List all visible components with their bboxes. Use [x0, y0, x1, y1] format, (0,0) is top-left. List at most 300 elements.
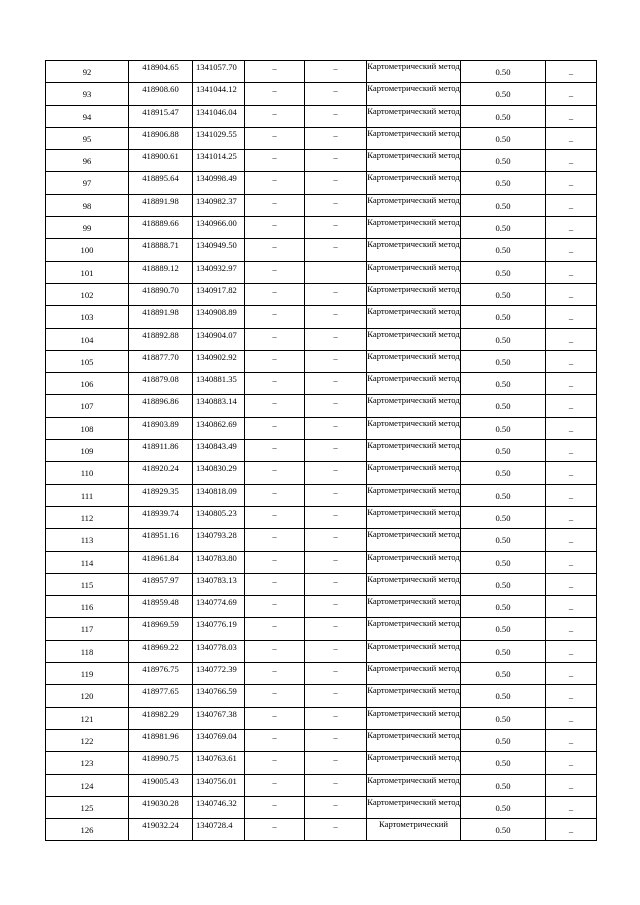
dash-cell: –	[546, 707, 597, 729]
y-coordinate-cell: 1340783.80	[193, 551, 245, 573]
accuracy-cell: 0.50	[461, 283, 546, 305]
point-number-cell: 118	[46, 640, 129, 662]
method-cell: Картометрический метод	[367, 729, 461, 751]
dash-cell: –	[546, 239, 597, 261]
accuracy-cell: 0.50	[461, 395, 546, 417]
method-cell: Картометрический метод	[367, 417, 461, 439]
table-row	[46, 774, 597, 796]
method-cell: Картометрический метод	[367, 217, 461, 239]
dash-cell: –	[305, 127, 367, 149]
accuracy-cell: 0.50	[461, 729, 546, 751]
method-cell: Картометрический метод	[367, 596, 461, 618]
x-coordinate-cell: 418889.12	[129, 261, 193, 283]
x-coordinate-cell: 419032.24	[129, 819, 193, 841]
y-coordinate-cell: 1340769.04	[193, 729, 245, 751]
accuracy-cell: 0.50	[461, 663, 546, 685]
y-coordinate-cell: 1340883.14	[193, 395, 245, 417]
table-row	[46, 306, 597, 328]
y-coordinate-cell: 1340843.49	[193, 440, 245, 462]
x-coordinate-cell: 418990.75	[129, 752, 193, 774]
point-number-cell: 103	[46, 306, 129, 328]
point-number-cell: 105	[46, 350, 129, 372]
y-coordinate-cell: 1340776.19	[193, 618, 245, 640]
x-coordinate-cell: 419030.28	[129, 796, 193, 818]
point-number-cell: 126	[46, 819, 129, 841]
x-coordinate-cell: 418877.70	[129, 350, 193, 372]
dash-cell: –	[305, 61, 367, 83]
y-coordinate-cell: 1340982.37	[193, 194, 245, 216]
dash-cell: –	[305, 150, 367, 172]
point-number-cell: 106	[46, 373, 129, 395]
method-cell: Картометрический метод	[367, 573, 461, 595]
table-body	[46, 61, 597, 841]
dash-cell: –	[245, 373, 305, 395]
dash-cell: –	[245, 663, 305, 685]
y-coordinate-cell: 1341046.04	[193, 105, 245, 127]
point-number-cell: 112	[46, 506, 129, 528]
table-row	[46, 150, 597, 172]
dash-cell: –	[305, 194, 367, 216]
dash-cell: –	[245, 529, 305, 551]
dash-cell: –	[245, 194, 305, 216]
point-number-cell: 123	[46, 752, 129, 774]
method-cell: Картометрический метод	[367, 752, 461, 774]
y-coordinate-cell: 1340902.92	[193, 350, 245, 372]
accuracy-cell: 0.50	[461, 440, 546, 462]
y-coordinate-cell: 1340917.82	[193, 283, 245, 305]
y-coordinate-cell: 1340746.32	[193, 796, 245, 818]
accuracy-cell: 0.50	[461, 417, 546, 439]
table-row	[46, 529, 597, 551]
y-coordinate-cell: 1340805.23	[193, 506, 245, 528]
y-coordinate-cell: 1340908.89	[193, 306, 245, 328]
method-cell: Картометрический метод	[367, 350, 461, 372]
dash-cell: –	[305, 729, 367, 751]
y-coordinate-cell: 1340728.4	[193, 819, 245, 841]
y-coordinate-cell: 1340818.09	[193, 484, 245, 506]
point-number-cell: 100	[46, 239, 129, 261]
dash-cell: –	[245, 596, 305, 618]
y-coordinate-cell: 1341014.25	[193, 150, 245, 172]
accuracy-cell: 0.50	[461, 596, 546, 618]
point-number-cell: 95	[46, 127, 129, 149]
accuracy-cell: 0.50	[461, 551, 546, 573]
accuracy-cell: 0.50	[461, 685, 546, 707]
x-coordinate-cell: 418900.61	[129, 150, 193, 172]
method-cell: Картометрический метод	[367, 395, 461, 417]
accuracy-cell: 0.50	[461, 707, 546, 729]
dash-cell: –	[305, 328, 367, 350]
accuracy-cell: 0.50	[461, 774, 546, 796]
point-number-cell: 98	[46, 194, 129, 216]
dash-cell: –	[305, 395, 367, 417]
y-coordinate-cell: 1340756.01	[193, 774, 245, 796]
table-row	[46, 395, 597, 417]
dash-cell: –	[305, 239, 367, 261]
dash-cell: –	[305, 484, 367, 506]
dash-cell: –	[305, 819, 367, 841]
y-coordinate-cell: 1340830.29	[193, 462, 245, 484]
y-coordinate-cell: 1340862.69	[193, 417, 245, 439]
dash-cell: –	[305, 551, 367, 573]
accuracy-cell: 0.50	[461, 506, 546, 528]
dash-cell: –	[245, 752, 305, 774]
method-cell: Картометрический метод	[367, 328, 461, 350]
dash-cell: –	[546, 819, 597, 841]
dash-cell: –	[305, 172, 367, 194]
accuracy-cell: 0.50	[461, 640, 546, 662]
accuracy-cell: 0.50	[461, 618, 546, 640]
dash-cell: –	[245, 440, 305, 462]
accuracy-cell: 0.50	[461, 819, 546, 841]
dash-cell: –	[546, 462, 597, 484]
point-number-cell: 122	[46, 729, 129, 751]
x-coordinate-cell: 418911.86	[129, 440, 193, 462]
accuracy-cell: 0.50	[461, 529, 546, 551]
dash-cell: –	[305, 774, 367, 796]
table-row	[46, 707, 597, 729]
table-row	[46, 640, 597, 662]
x-coordinate-cell: 418906.88	[129, 127, 193, 149]
x-coordinate-cell: 418889.66	[129, 217, 193, 239]
y-coordinate-cell: 1340904.07	[193, 328, 245, 350]
accuracy-cell: 0.50	[461, 350, 546, 372]
x-coordinate-cell: 418920.24	[129, 462, 193, 484]
point-number-cell: 111	[46, 484, 129, 506]
point-number-cell: 125	[46, 796, 129, 818]
dash-cell: –	[546, 796, 597, 818]
dash-cell: –	[546, 640, 597, 662]
y-coordinate-cell: 1340932.97	[193, 261, 245, 283]
dash-cell: –	[245, 618, 305, 640]
dash-cell: –	[546, 61, 597, 83]
x-coordinate-cell: 419005.43	[129, 774, 193, 796]
method-cell: Картометрический метод	[367, 150, 461, 172]
coordinates-table	[45, 60, 597, 841]
accuracy-cell: 0.50	[461, 105, 546, 127]
point-number-cell: 109	[46, 440, 129, 462]
method-cell: Картометрический метод	[367, 551, 461, 573]
accuracy-cell: 0.50	[461, 83, 546, 105]
table-row	[46, 440, 597, 462]
table-row	[46, 506, 597, 528]
table-row	[46, 618, 597, 640]
point-number-cell: 94	[46, 105, 129, 127]
dash-cell: –	[546, 752, 597, 774]
dash-cell: –	[245, 239, 305, 261]
dash-cell	[305, 261, 367, 283]
point-number-cell: 99	[46, 217, 129, 239]
y-coordinate-cell: 1340774.69	[193, 596, 245, 618]
table-row	[46, 729, 597, 751]
y-coordinate-cell: 1340767.38	[193, 707, 245, 729]
dash-cell: –	[305, 373, 367, 395]
method-cell: Картометрический метод	[367, 462, 461, 484]
dash-cell: –	[546, 506, 597, 528]
method-cell: Картометрический метод	[367, 306, 461, 328]
y-coordinate-cell: 1340778.03	[193, 640, 245, 662]
accuracy-cell: 0.50	[461, 239, 546, 261]
accuracy-cell: 0.50	[461, 573, 546, 595]
dash-cell: –	[245, 774, 305, 796]
method-cell: Картометрический метод	[367, 172, 461, 194]
dash-cell: –	[245, 105, 305, 127]
method-cell: Картометрический метод	[367, 283, 461, 305]
y-coordinate-cell: 1340763.61	[193, 752, 245, 774]
dash-cell: –	[245, 172, 305, 194]
dash-cell: –	[305, 707, 367, 729]
dash-cell: –	[546, 283, 597, 305]
table-row	[46, 462, 597, 484]
dash-cell: –	[305, 596, 367, 618]
dash-cell: –	[245, 61, 305, 83]
method-cell: Картометрический	[367, 819, 461, 841]
method-cell: Картометрический метод	[367, 127, 461, 149]
dash-cell: –	[546, 306, 597, 328]
dash-cell: –	[245, 127, 305, 149]
point-number-cell: 101	[46, 261, 129, 283]
table-row	[46, 685, 597, 707]
x-coordinate-cell: 418969.22	[129, 640, 193, 662]
table-row	[46, 663, 597, 685]
dash-cell: –	[305, 573, 367, 595]
method-cell: Картометрический метод	[367, 663, 461, 685]
x-coordinate-cell: 418895.64	[129, 172, 193, 194]
y-coordinate-cell: 1340998.49	[193, 172, 245, 194]
table-row	[46, 796, 597, 818]
dash-cell: –	[546, 417, 597, 439]
y-coordinate-cell: 1340966.00	[193, 217, 245, 239]
accuracy-cell: 0.50	[461, 752, 546, 774]
dash-cell: –	[546, 551, 597, 573]
dash-cell: –	[245, 796, 305, 818]
x-coordinate-cell: 418959.48	[129, 596, 193, 618]
dash-cell: –	[546, 105, 597, 127]
x-coordinate-cell: 418976.75	[129, 663, 193, 685]
dash-cell: –	[245, 83, 305, 105]
dash-cell: –	[245, 261, 305, 283]
accuracy-cell: 0.50	[461, 328, 546, 350]
accuracy-cell: 0.50	[461, 462, 546, 484]
table-row	[46, 194, 597, 216]
table-row	[46, 105, 597, 127]
dash-cell: –	[305, 685, 367, 707]
dash-cell: –	[546, 484, 597, 506]
x-coordinate-cell: 418891.98	[129, 306, 193, 328]
y-coordinate-cell: 1340772.39	[193, 663, 245, 685]
accuracy-cell: 0.50	[461, 796, 546, 818]
x-coordinate-cell: 418981.96	[129, 729, 193, 751]
x-coordinate-cell: 418969.59	[129, 618, 193, 640]
method-cell: Картометрический метод	[367, 774, 461, 796]
accuracy-cell: 0.50	[461, 194, 546, 216]
point-number-cell: 96	[46, 150, 129, 172]
dash-cell: –	[546, 172, 597, 194]
y-coordinate-cell: 1340881.35	[193, 373, 245, 395]
x-coordinate-cell: 418890.70	[129, 283, 193, 305]
dash-cell: –	[305, 462, 367, 484]
dash-cell: –	[245, 640, 305, 662]
dash-cell: –	[546, 373, 597, 395]
dash-cell: –	[546, 685, 597, 707]
point-number-cell: 124	[46, 774, 129, 796]
dash-cell: –	[305, 796, 367, 818]
x-coordinate-cell: 418915.47	[129, 105, 193, 127]
dash-cell: –	[546, 529, 597, 551]
table-row	[46, 573, 597, 595]
dash-cell: –	[245, 551, 305, 573]
point-number-cell: 93	[46, 83, 129, 105]
dash-cell: –	[546, 440, 597, 462]
dash-cell: –	[305, 350, 367, 372]
method-cell: Картометрический метод	[367, 484, 461, 506]
dash-cell: –	[546, 261, 597, 283]
dash-cell: –	[305, 440, 367, 462]
x-coordinate-cell: 418929.35	[129, 484, 193, 506]
point-number-cell: 108	[46, 417, 129, 439]
point-number-cell: 115	[46, 573, 129, 595]
table-row	[46, 596, 597, 618]
dash-cell: –	[546, 596, 597, 618]
x-coordinate-cell: 418982.29	[129, 707, 193, 729]
table-row	[46, 417, 597, 439]
table-row	[46, 819, 597, 841]
table-row	[46, 217, 597, 239]
dash-cell: –	[305, 283, 367, 305]
table-row	[46, 752, 597, 774]
x-coordinate-cell: 418892.88	[129, 328, 193, 350]
y-coordinate-cell: 1340949.50	[193, 239, 245, 261]
method-cell: Картометрический метод	[367, 618, 461, 640]
dash-cell: –	[245, 217, 305, 239]
table-row	[46, 484, 597, 506]
dash-cell: –	[245, 395, 305, 417]
x-coordinate-cell: 418879.08	[129, 373, 193, 395]
dash-cell: –	[305, 752, 367, 774]
point-number-cell: 117	[46, 618, 129, 640]
dash-cell: –	[546, 217, 597, 239]
x-coordinate-cell: 418908.60	[129, 83, 193, 105]
dash-cell: –	[546, 350, 597, 372]
x-coordinate-cell: 418939.74	[129, 506, 193, 528]
method-cell: Картометрический метод	[367, 105, 461, 127]
dash-cell: –	[245, 573, 305, 595]
x-coordinate-cell: 418888.71	[129, 239, 193, 261]
x-coordinate-cell: 418891.98	[129, 194, 193, 216]
x-coordinate-cell: 418957.97	[129, 573, 193, 595]
dash-cell: –	[305, 105, 367, 127]
method-cell: Картометрический метод	[367, 239, 461, 261]
table-row	[46, 350, 597, 372]
x-coordinate-cell: 418896.86	[129, 395, 193, 417]
point-number-cell: 97	[46, 172, 129, 194]
dash-cell: –	[305, 506, 367, 528]
method-cell: Картометрический метод	[367, 506, 461, 528]
dash-cell: –	[245, 150, 305, 172]
accuracy-cell: 0.50	[461, 172, 546, 194]
point-number-cell: 110	[46, 462, 129, 484]
accuracy-cell: 0.50	[461, 373, 546, 395]
dash-cell: –	[245, 462, 305, 484]
dash-cell: –	[245, 506, 305, 528]
dash-cell: –	[546, 150, 597, 172]
dash-cell: –	[245, 306, 305, 328]
point-number-cell: 102	[46, 283, 129, 305]
dash-cell: –	[305, 529, 367, 551]
table-row	[46, 83, 597, 105]
dash-cell: –	[305, 417, 367, 439]
point-number-cell: 121	[46, 707, 129, 729]
point-number-cell: 120	[46, 685, 129, 707]
dash-cell: –	[546, 618, 597, 640]
method-cell: Картометрический метод	[367, 261, 461, 283]
x-coordinate-cell: 418903.89	[129, 417, 193, 439]
dash-cell: –	[245, 685, 305, 707]
table-row	[46, 172, 597, 194]
dash-cell: –	[305, 83, 367, 105]
table-row	[46, 127, 597, 149]
point-number-cell: 92	[46, 61, 129, 83]
y-coordinate-cell: 1341057.70	[193, 61, 245, 83]
accuracy-cell: 0.50	[461, 217, 546, 239]
dash-cell: –	[546, 83, 597, 105]
accuracy-cell: 0.50	[461, 306, 546, 328]
table-row	[46, 61, 597, 83]
dash-cell: –	[546, 328, 597, 350]
x-coordinate-cell: 418951.16	[129, 529, 193, 551]
dash-cell: –	[245, 328, 305, 350]
dash-cell: –	[245, 283, 305, 305]
dash-cell: –	[546, 573, 597, 595]
dash-cell: –	[546, 774, 597, 796]
point-number-cell: 114	[46, 551, 129, 573]
dash-cell: –	[245, 707, 305, 729]
method-cell: Картометрический метод	[367, 194, 461, 216]
dash-cell: –	[305, 217, 367, 239]
point-number-cell: 119	[46, 663, 129, 685]
method-cell: Картометрический метод	[367, 83, 461, 105]
accuracy-cell: 0.50	[461, 61, 546, 83]
table-row	[46, 283, 597, 305]
point-number-cell: 116	[46, 596, 129, 618]
dash-cell: –	[245, 417, 305, 439]
dash-cell: –	[305, 640, 367, 662]
table-row	[46, 373, 597, 395]
dash-cell: –	[245, 484, 305, 506]
accuracy-cell: 0.50	[461, 261, 546, 283]
x-coordinate-cell: 418961.84	[129, 551, 193, 573]
method-cell: Картометрический метод	[367, 707, 461, 729]
dash-cell: –	[305, 306, 367, 328]
table-row	[46, 261, 597, 283]
dash-cell: –	[546, 194, 597, 216]
accuracy-cell: 0.50	[461, 150, 546, 172]
method-cell: Картометрический метод	[367, 61, 461, 83]
method-cell: Картометрический метод	[367, 440, 461, 462]
dash-cell: –	[305, 663, 367, 685]
y-coordinate-cell: 1341029.55	[193, 127, 245, 149]
dash-cell: –	[305, 618, 367, 640]
point-number-cell: 104	[46, 328, 129, 350]
dash-cell: –	[546, 127, 597, 149]
x-coordinate-cell: 418977.65	[129, 685, 193, 707]
point-number-cell: 113	[46, 529, 129, 551]
dash-cell: –	[546, 395, 597, 417]
table-row	[46, 328, 597, 350]
dash-cell: –	[245, 729, 305, 751]
table-row	[46, 551, 597, 573]
method-cell: Картометрический метод	[367, 685, 461, 707]
